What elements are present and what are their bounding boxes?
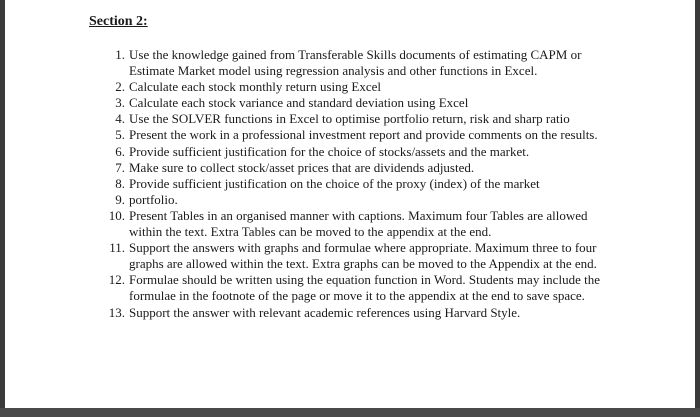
item-number: 8. [115,175,125,191]
list-item [99,47,619,79]
item-text: portfolio. [129,191,178,207]
list-item [99,176,619,192]
item-text: Provide sufficient justification for the choice of stocks/assets and the market. [129,143,530,159]
list-item [99,111,619,127]
list-item [99,272,619,304]
item-text: Calculate each stock monthly return using Excel [129,79,381,95]
item-text: Support the answers with graphs and formulae where appropriate. Maximum three to four graphs are allowed within the text. Extra graphs can be moved to the Appendix at the end. [129,240,597,272]
item-number: 5. [115,127,125,143]
window-edge-right [695,0,700,417]
list-item [99,208,619,240]
item-number: 1. [115,47,125,62]
instruction-list [99,47,619,321]
item-number: 2. [115,79,125,95]
item-number: 12. [108,272,125,288]
item-text: Present Tables in an organised manner with captions. Maximum four Tables are allowed within the text. Extra Tables can be moved to the appendix at the end. [129,207,588,240]
item-number: 9. [115,191,125,207]
list-item [99,160,619,176]
item-text: Use the knowledge gained from Transferable Skills documents of estimating CAPM or Estimate Market model using regression analysis and other functions in Excel. [129,47,582,79]
item-text: Support the answer with relevant academic references using Harvard Style. [129,304,521,320]
item-text: Make sure to collect stock/asset prices that are dividends adjusted. [129,159,475,175]
item-text: Formulae should be written using the equation function in Word. Students may include the formulae in the footnote of the page or move it to the appendix at the end to save space. [129,272,600,304]
list-item [99,192,619,208]
item-text: Present the work in a professional investment report and provide comments on the results. [129,127,598,143]
item-number: 13. [108,304,125,320]
list-item [99,127,619,143]
item-text: Use the SOLVER functions in Excel to optimise portfolio return, risk and sharp ratio [129,111,570,127]
item-number: 10. [108,207,125,223]
item-text: Calculate each stock variance and standard deviation using Excel [129,95,469,111]
item-number: 11. [109,240,125,256]
list-item [99,240,619,272]
list-item [99,95,619,111]
item-text: Provide sufficient justification on the choice of the proxy (index) of the market [129,175,540,191]
item-number: 4. [115,111,125,127]
section-heading: Section 2: [89,14,148,29]
window-edge-bottom [0,408,700,417]
item-number: 7. [115,159,125,175]
list-item [99,305,619,321]
item-number: 3. [115,95,125,111]
list-item [99,79,619,95]
item-number: 6. [115,143,125,159]
document-page [5,0,695,408]
list-item [99,144,619,160]
